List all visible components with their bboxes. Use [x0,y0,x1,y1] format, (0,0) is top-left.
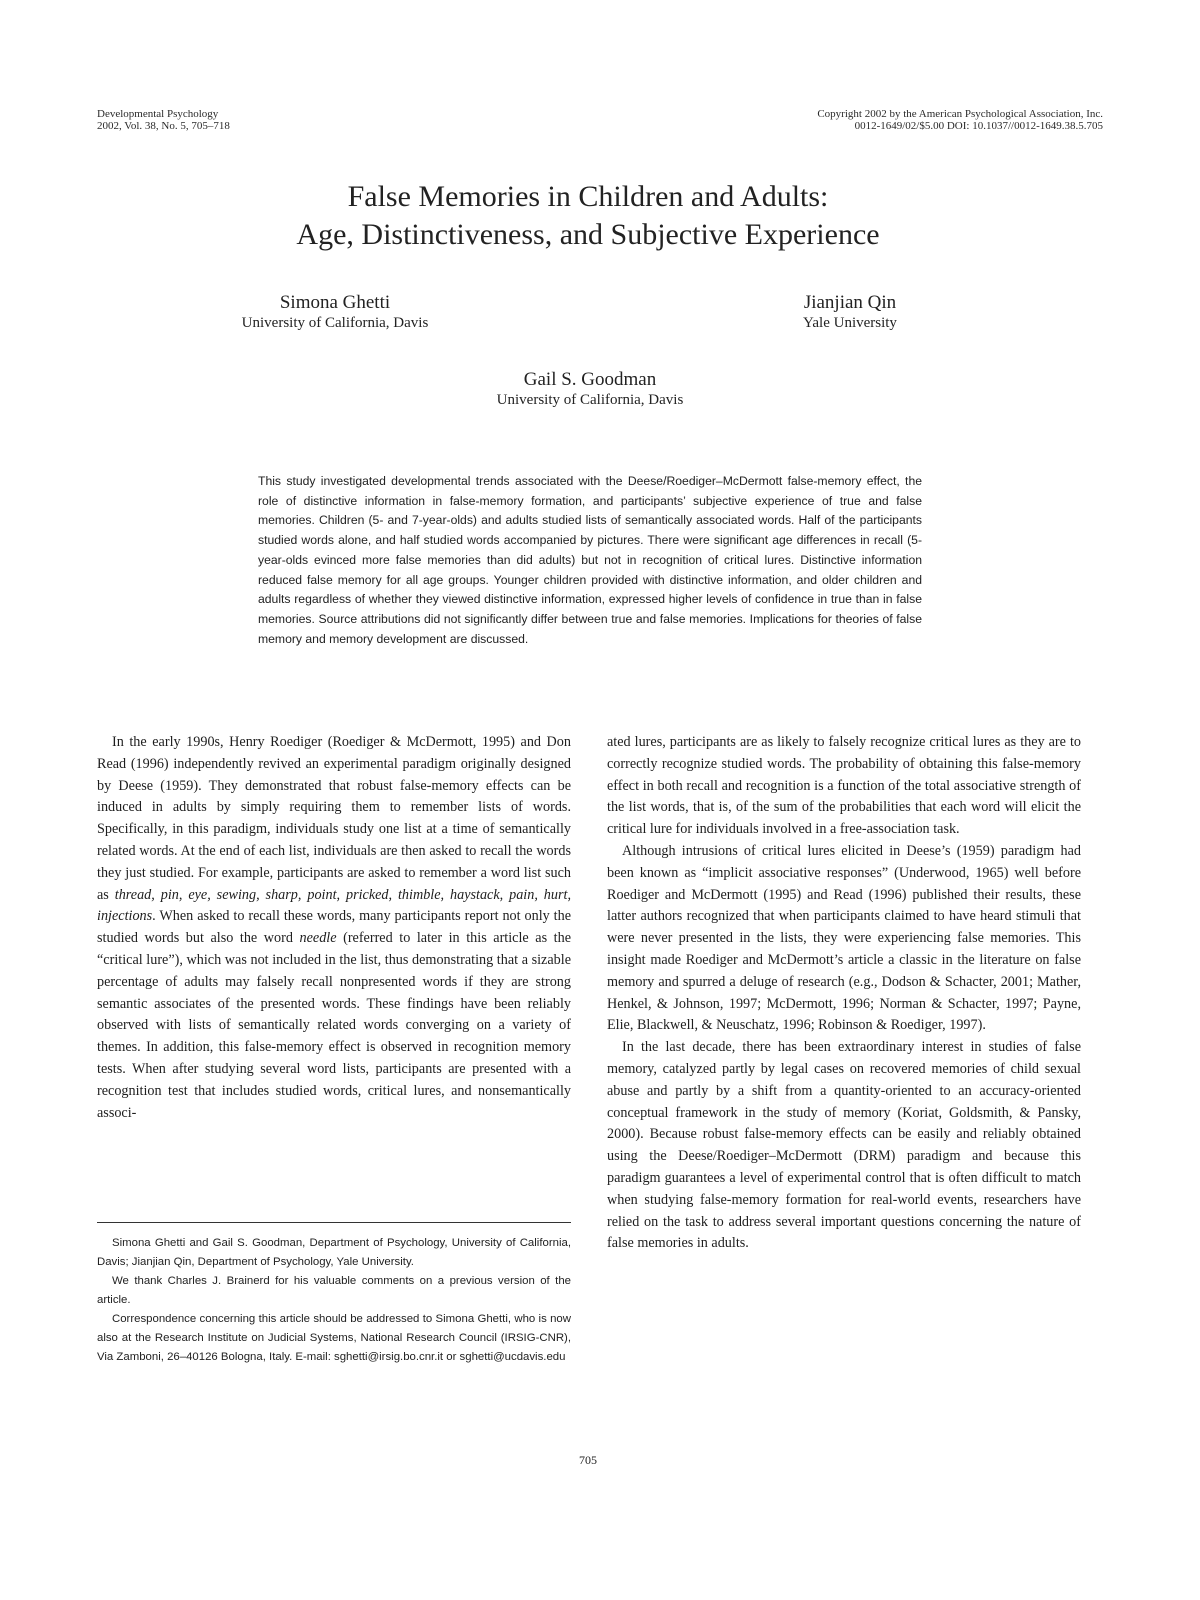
copyright-line: Copyright 2002 by the American Psychological Association, Inc. [817,108,1103,120]
title-line-1: False Memories in Children and Adults: [347,180,829,213]
author-name: Simona Ghetti [279,292,391,313]
body-paragraph [97,732,571,1124]
word-list-example: thread, pin, eye, sewing, sharp, point, pricked, thimble, haystack, pain, hurt, injections [97,886,571,925]
author-block-ghetti [220,292,450,333]
author-affiliation: University of California, Davis [241,315,429,331]
article-title [0,178,1176,254]
body-column-right [607,732,1081,1255]
author-block-goodman [470,369,710,410]
body-paragraph: Although intrusions of critical lures elicited in Deese’s (1959) paradigm had been known as “implicit associative responses” (Underwood, 1965) well before Roediger and McDermott (1995) and Read (1996) published their results, these latter authors recognized that when participants claimed to have heard stimuli that were never presented in the lists, they were experiencing false memories. This insight made Roediger and McDermott’s article a classic in the literature on false memory and spurred a deluge of research (e.g., Dodson & Schacter, 2001; Mather, Henkel, & Johnson, 1997; McDermott, 1996; Norman & Schacter, 1997; Payne, Elie, Blackwell, & Neuschatz, 1996; Robinson & Roediger, 1997). [607,842,1081,1034]
body-text: . When asked to recall these words, many participants report not only the studied words but also the word [97,908,571,947]
doi-line: 0012-1649/02/$5.00 DOI: 10.1037//0012-1649.38.5.705 [854,120,1103,132]
footnote-affiliations: Simona Ghetti and Gail S. Goodman, Department of Psychology, University of California, Davis; Jianjian Qin, Department of Psychology, Yale University. [97,1237,571,1268]
abstract: This study investigated developmental trends associated with the Deese/Roediger–McDermott false-memory effect, the role of distinctive information in false-memory formation, and participants’ subjective experience of true and false memories. Children (5- and 7-year-olds) and adults studied lists of semantically associated words. Half of the participants studied words alone, and half studied words accompanied by pictures. There were significant age differences in recall (5-year-olds evinced more false memories than did adults) but not in recognition of critical lures. Distinctive information reduced false memory for all age groups. Younger children provided with distinctive information, and older children and adults regardless of whether they viewed distinctive information, expressed higher levels of confidence in true than in false memories. Source attributions did not significantly differ between true and false memories. Implications for theories of false memory and memory development are discussed. [258,474,922,646]
journal-volume: 2002, Vol. 38, No. 5, 705–718 [97,120,230,132]
body-text: In the early 1990s, Henry Roediger (Roediger & McDermott, 1995) and Don Read (1996) independently revived an experimental paradigm originally designed by Deese (1959). They demonstrated that robust false-memory effects can be induced in adults by simply requiring them to remember lists of words. Specifically, in this paradigm, individuals study one list at a time of semantically related words. At the end of each list, individuals are then asked to recall the words they just studied. For example, participants are asked to remember a word list such as [97,734,571,903]
author-affiliation: Yale University [803,315,897,331]
body-text: (referred to later in this article as the “critical lure”), which was not included in the list, thus demonstrating that a sizable percentage of adults may falsely recall nonpresented words if they are strong semantic associates of the presented words. These findings have been reliably observed with lists of semantically related words converging on a variety of themes. In addition, this false-memory effect is observed in recognition memory tests. When after studying several word lists, participants are presented with a recognition test that includes studied words, critical lures, and nonsemantically associ- [97,930,571,1121]
copyright-notice [817,108,1103,132]
journal-name: Developmental Psychology [97,108,219,120]
footnotes [97,1234,571,1367]
critical-lure-word: needle [299,930,337,947]
body-column-left [97,732,571,1124]
author-name: Gail S. Goodman [523,369,657,390]
body-paragraph: In the last decade, there has been extraordinary interest in studies of false memory, catalyzed partly by legal cases on recovered memories of child sexual abuse and partly by a shift from a quantity-oriented to an accuracy-oriented conceptual framework in the study of memory (Koriat, Goldsmith, & Pansky, 2000). Because robust false-memory effects can be easily and reliably obtained using the Deese/Roediger–McDermott (DRM) paradigm and because this paradigm guarantees a level of experimental control that is often difficult to match when studying false-memory formation for real-world events, researchers have relied on the task to address several important questions concerning the nature of false memories in adults. [607,1039,1081,1252]
author-name: Jianjian Qin [803,292,897,313]
journal-citation [97,108,230,132]
footnote-correspondence: Correspondence concerning this article should be addressed to Simona Ghetti, who is now also at the Research Institute on Judicial Systems, National Research Council (IRSIG-CNR), Via Zamboni, 26–40126 Bologna, Italy. E-mail: sghetti@irsig.bo.cnr.it or sghetti@ucdavis.edu [97,1313,571,1363]
body-paragraph: ated lures, participants are as likely to falsely recognize critical lures as they are to correctly recognize studied words. The probability of obtaining this false-memory effect in both recall and recognition is a function of the total associative strength of the list words, that is, of the sum of the probabilities that each word will elicit the critical lure for individuals involved in a free-association task. [607,734,1081,838]
footnote-acknowledgment: We thank Charles J. Brainerd for his valuable comments on a previous version of the article. [97,1275,571,1306]
author-block-qin [785,292,915,333]
footnote-divider [97,1222,571,1223]
author-affiliation: University of California, Davis [496,392,684,408]
title-line-2: Age, Distinctiveness, and Subjective Experience [296,218,880,251]
page-number: 705 [579,1453,597,1467]
